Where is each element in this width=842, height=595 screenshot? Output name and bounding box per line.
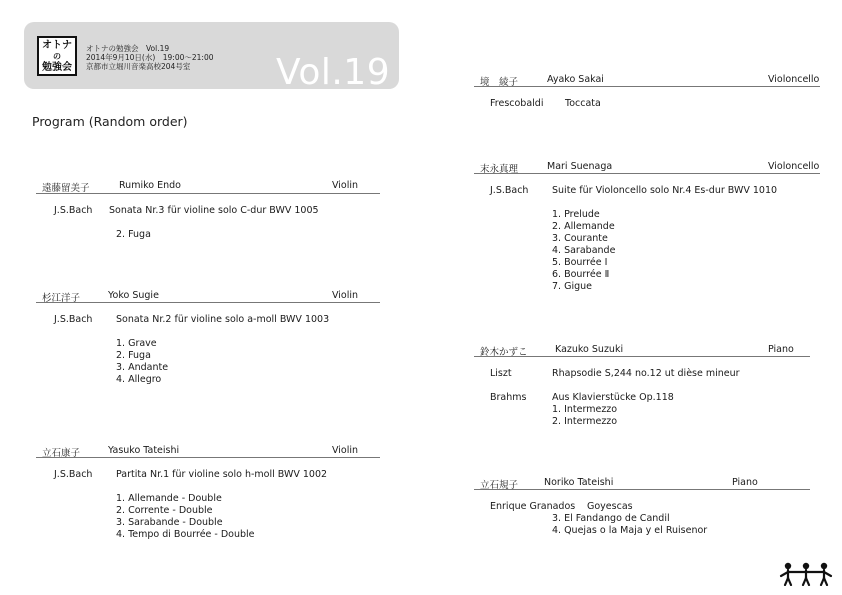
event-date: 2014年9月10日(水) 19:00～21:00 <box>86 53 214 62</box>
divider <box>474 86 820 87</box>
performer-name-en: Yoko Sugie <box>108 290 159 301</box>
work-title: Sonata Nr.2 für violine solo a-moll BWV 1003 <box>116 314 330 325</box>
work-title: Toccata <box>565 98 601 109</box>
work-title: Aus Klavierstücke Op.118 <box>552 392 674 403</box>
performer-instrument: Violin <box>332 290 359 301</box>
performer-name-en: Mari Suenaga <box>547 161 613 172</box>
composer: Frescobaldi <box>490 98 544 109</box>
program-title: Program (Random order) <box>32 114 188 129</box>
composer: J.S.Bach <box>54 469 93 480</box>
divider <box>474 356 810 357</box>
divider <box>474 489 810 490</box>
work-title: Rhapsodie S,244 no.12 ut dièse mineur <box>552 368 740 379</box>
movement-item: 4. Tempo di Bourrée - Double <box>116 529 255 540</box>
movement-list <box>552 209 615 293</box>
movement-item: 1. Allemande - Double <box>116 493 222 504</box>
work-title: Suite für Violoncello solo Nr.4 Es-dur BWV 1010 <box>552 185 778 196</box>
movement-item: 4. Quejas o la Maja y el Ruisenor <box>552 525 708 536</box>
divider <box>36 193 380 194</box>
movement-item: 3. El Fandango de Candil <box>552 513 670 524</box>
movement-list <box>116 229 151 241</box>
movement-list <box>116 493 255 541</box>
movement-item: 4. Allegro <box>116 374 162 385</box>
performer-name-jp: 立石康子 <box>42 448 81 459</box>
movement-item: 2. Fuga <box>116 350 151 361</box>
performer-name-jp: 境 綾子 <box>480 77 519 88</box>
movement-item: 4. Sarabande <box>552 245 616 256</box>
event-venue: 京都市立堀川音楽高校204号室 <box>86 62 191 71</box>
movement-item: 6. Bourrée Ⅱ <box>552 269 610 280</box>
movement-item: 3. Andante <box>116 362 169 373</box>
performer-name-en: Rumiko Endo <box>119 180 181 191</box>
work-title: Partita Nr.1 für violine solo h-moll BWV 1002 <box>116 469 328 480</box>
movement-item: 2. Corrente - Double <box>116 505 213 516</box>
movement-item: 3. Sarabande - Double <box>116 517 223 528</box>
composer: Enrique Granados <box>490 501 576 512</box>
performer-name-en: Yasuko Tateishi <box>108 445 180 456</box>
performer-name-en: Noriko Tateishi <box>544 477 614 488</box>
performer-name-jp: 末永真理 <box>480 164 519 175</box>
movement-item: 2. Allemande <box>552 221 615 232</box>
header-info <box>86 44 213 71</box>
movement-list <box>552 513 707 537</box>
performer-instrument: Piano <box>768 344 794 355</box>
performer-name-jp: 杉江洋子 <box>42 293 81 304</box>
event-title: オトナの勉強会 Vol.19 <box>86 44 170 53</box>
volume-title: Vol.19 <box>276 52 391 93</box>
divider <box>474 173 820 174</box>
performer-name-jp: 鈴木かずこ <box>480 347 528 358</box>
composer: J.S.Bach <box>54 205 93 216</box>
performer-name-jp: 遠藤留美子 <box>42 183 90 194</box>
performer-instrument: Violoncello <box>768 161 820 172</box>
logo-line3: 勉強会 <box>42 61 72 73</box>
movement-item: 3. Courante <box>552 233 608 244</box>
divider <box>36 457 380 458</box>
work-title: Sonata Nr.3 für violine solo C-dur BWV 1005 <box>109 205 319 216</box>
movement-list <box>116 338 168 386</box>
movement-item: 1. Intermezzo <box>552 404 618 415</box>
logo-line2: の <box>53 51 61 61</box>
performer-instrument: Violoncello <box>768 74 820 85</box>
movement-item: 1. Grave <box>116 338 157 349</box>
movement-item: 2. Intermezzo <box>552 416 618 427</box>
logo-line1: オトナ <box>42 39 72 51</box>
performer-name-en: Kazuko Suzuki <box>555 344 624 355</box>
three-people-icon <box>779 562 833 590</box>
performer-instrument: Violin <box>332 180 359 191</box>
composer: J.S.Bach <box>54 314 93 325</box>
performer-instrument: Piano <box>732 477 758 488</box>
performer-name-jp: 立石規子 <box>480 480 519 491</box>
logo <box>37 36 77 76</box>
movement-item: 7. Gigue <box>552 281 592 292</box>
composer: Brahms <box>490 392 527 403</box>
movement-item: 2. Fuga <box>116 229 151 240</box>
movement-item: 1. Prelude <box>552 209 600 220</box>
performer-name-en: Ayako Sakai <box>547 74 604 85</box>
movement-item: 5. Bourrée Ⅰ <box>552 257 608 268</box>
composer: Liszt <box>490 368 512 379</box>
performer-instrument: Violin <box>332 445 359 456</box>
divider <box>36 302 380 303</box>
composer: J.S.Bach <box>490 185 529 196</box>
work-title: Goyescas <box>587 501 633 512</box>
movement-list <box>552 404 617 428</box>
